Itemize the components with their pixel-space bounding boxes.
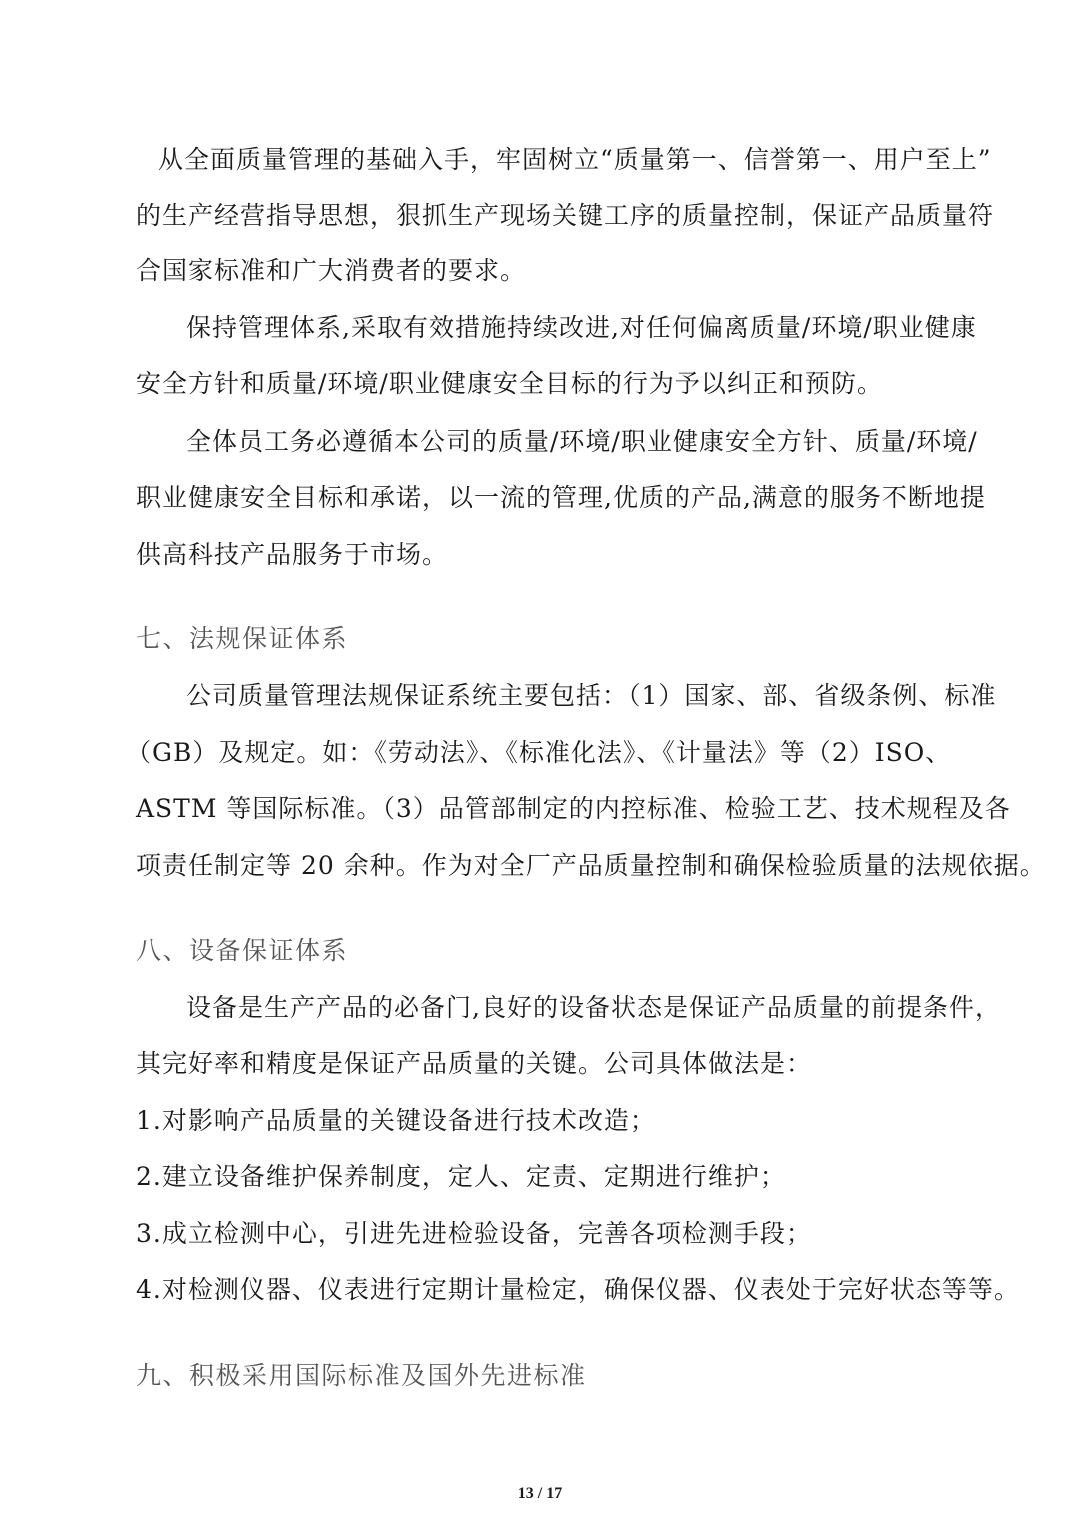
page-number: 13 / 17 (517, 1485, 563, 1502)
list-item: 4.对检测仪器、仪表进行定期计量检定，确保仪器、仪表处于完好状态等等。 (136, 1275, 1020, 1304)
section-heading-7: 七、法规保证体系 (136, 624, 349, 653)
paragraph-line: 其完好率和精度是保证产品质量的关键。公司具体做法是： (136, 1049, 813, 1078)
section-heading-9: 九、积极采用国际标准及国外先进标准 (136, 1361, 587, 1390)
paragraph-line: 设备是生产产品的必备门,良好的设备状态是保证产品质量的前提条件， (186, 993, 1001, 1022)
paragraph-line: ASTM 等国际标准。（3）品管部制定的内控标准、检验工艺、技术规程及各 (136, 794, 1011, 823)
paragraph-line: 保持管理体系,采取有效措施持续改进,对任何偏离质量/环境/职业健康 (186, 313, 977, 342)
list-item: 2.建立设备维护保养制度，定人、定责、定期进行维护； (136, 1162, 786, 1191)
list-item: 1.对影响产品质量的关键设备进行技术改造； (136, 1106, 656, 1135)
paragraph-line: 供高科技产品服务于市场。 (136, 540, 449, 569)
section-heading-8: 八、设备保证体系 (136, 936, 349, 965)
paragraph-line: 从全面质量管理的基础入手，牢固树立“质量第一、信誉第一、用户至上” (158, 145, 992, 174)
paragraph-line: 的生产经营指导思想，狠抓生产现场关键工序的质量控制，保证产品质量符 (136, 201, 995, 230)
paragraph-line: 职业健康安全目标和承诺，以一流的管理,优质的产品,满意的服务不断地提 (136, 483, 986, 512)
paragraph-line: 项责任制定等 20 余种。作为对全厂产品质量控制和确保检验质量的法规依据。 (136, 851, 1046, 880)
paragraph-line: 合国家标准和广大消费者的要求。 (136, 256, 527, 285)
paragraph-line: 公司质量管理法规保证系统主要包括：（1）国家、部、省级条例、标准 (186, 681, 997, 710)
list-item: 3.成立检测中心，引进先进检验设备，完善各项检测手段； (136, 1219, 812, 1248)
paragraph-line: 安全方针和质量/环境/职业健康安全目标的行为予以纠正和预防。 (136, 369, 883, 398)
paragraph-line: 全体员工务必遵循本公司的质量/环境/职业健康安全方针、质量/环境/ (186, 427, 978, 456)
paragraph-line: （GB）及规定。如：《劳动法》、《标准化法》、《计量法》等（2）ISO、 (126, 738, 952, 767)
